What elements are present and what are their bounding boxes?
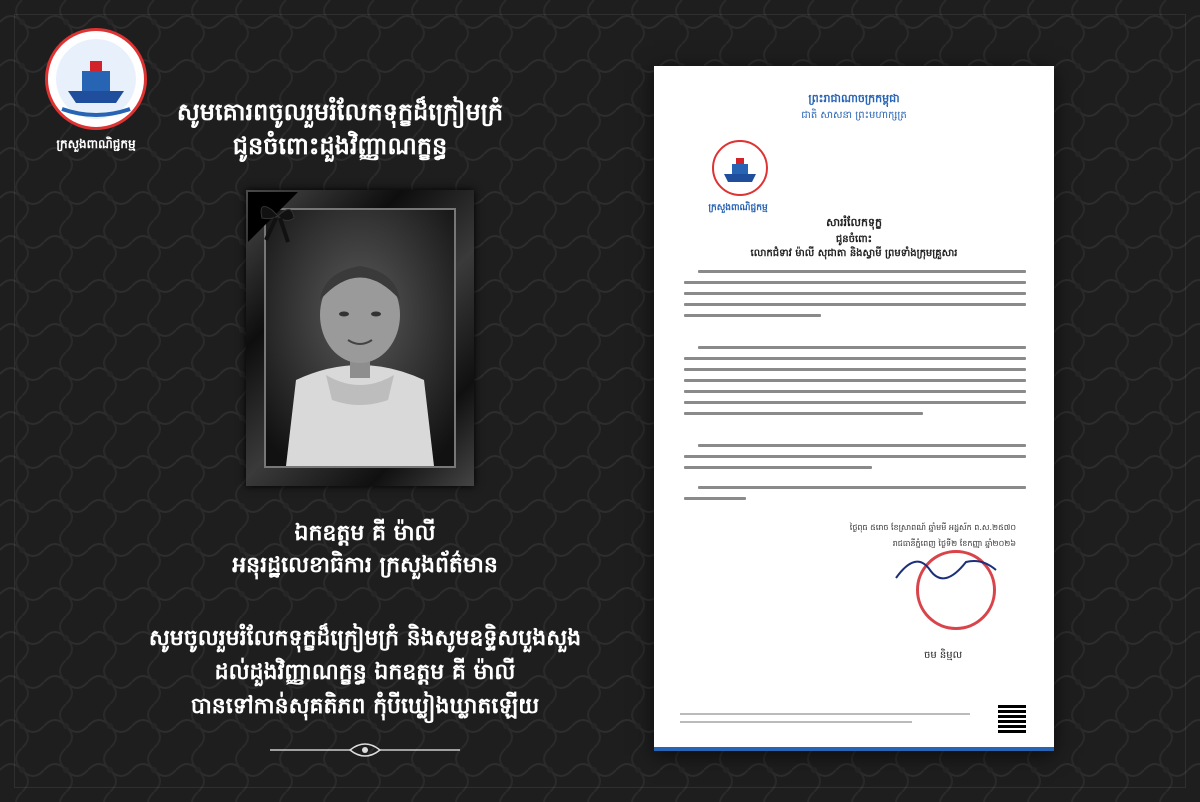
deceased-info [150, 518, 580, 582]
letter-date-lunar: ថ្ងៃពុធ ៥រោច ខែស្រាពណ៍ ឆ្នាំមមី អដ្ឋស័ក ព.ស.២៥៧០ [849, 523, 1016, 532]
letter-bottom-bar [654, 747, 1054, 751]
letter-date-solar: រាជធានីភ្នំពេញ ថ្ងៃទី២ ខែកញ្ញា ឆ្នាំ២០២៦ [892, 539, 1016, 548]
letter-signer: ចម និម្មល [924, 650, 963, 661]
ship-emblem-icon [45, 28, 147, 130]
letter-logo-icon [712, 140, 768, 196]
condolence-message [110, 622, 620, 724]
condolence-letter [654, 66, 1054, 751]
letter-ministry: ក្រសួងពាណិជ្ជកម្ម [708, 203, 768, 213]
letter-to: ជូនចំពោះ [835, 234, 873, 245]
letter-kingdom: ព្រះរាជាណាចក្រកម្ពុជា [808, 92, 900, 105]
ornament-divider [270, 738, 460, 762]
signature [886, 540, 1006, 590]
letter-motto: ជាតិ សាសនា ព្រះមហាក្សត្រ [801, 110, 907, 121]
page-heading [160, 95, 520, 163]
ministry-name: ក្រសួងពាណិជ្ជកម្ម [56, 137, 136, 151]
deceased-name: ឯកឧត្តម គី ម៉ាលី [294, 521, 436, 546]
mourning-ribbon-icon [248, 192, 328, 272]
letter-paragraph-4 [684, 486, 1026, 508]
letter-paragraph-1 [684, 270, 1026, 325]
qr-code-icon [998, 705, 1026, 733]
letter-title: សាររំលែកទុក្ខ [826, 216, 882, 229]
heading-line-2: ជូនចំពោះដួងវិញ្ញាណក្ខន្ធ [232, 132, 448, 160]
letter-footer [680, 713, 970, 729]
message-line-3: បានទៅកាន់សុគតិភព កុំបីឃ្លៀងឃ្លាតឡើយ [190, 694, 540, 719]
letter-paragraph-2 [684, 346, 1026, 423]
message-line-1: សូមចូលរួមរំលែកទុក្ខដ៏ក្រៀមក្រំ និងសូមឧទ្ទិសបួងសួង [148, 626, 582, 651]
ministry-logo [32, 28, 160, 154]
deceased-position: អនុរដ្ឋលេខាធិការ ក្រសួងព័ត៌មាន [232, 553, 498, 578]
heading-line-1: សូមគោរពចូលរួមរំលែកទុក្ខដ៏ក្រៀមក្រំ [176, 98, 504, 126]
message-line-2: ដល់ដួងវិញ្ញាណក្ខន្ធ ឯកឧត្តម គី ម៉ាលី [214, 660, 516, 685]
letter-recipient: លោកជំទាវ ម៉ាលី សុជាតា និងស្វាមី ព្រមទាំងក្រុមគ្រួសារ [750, 248, 958, 259]
letter-paragraph-3 [684, 444, 1026, 477]
